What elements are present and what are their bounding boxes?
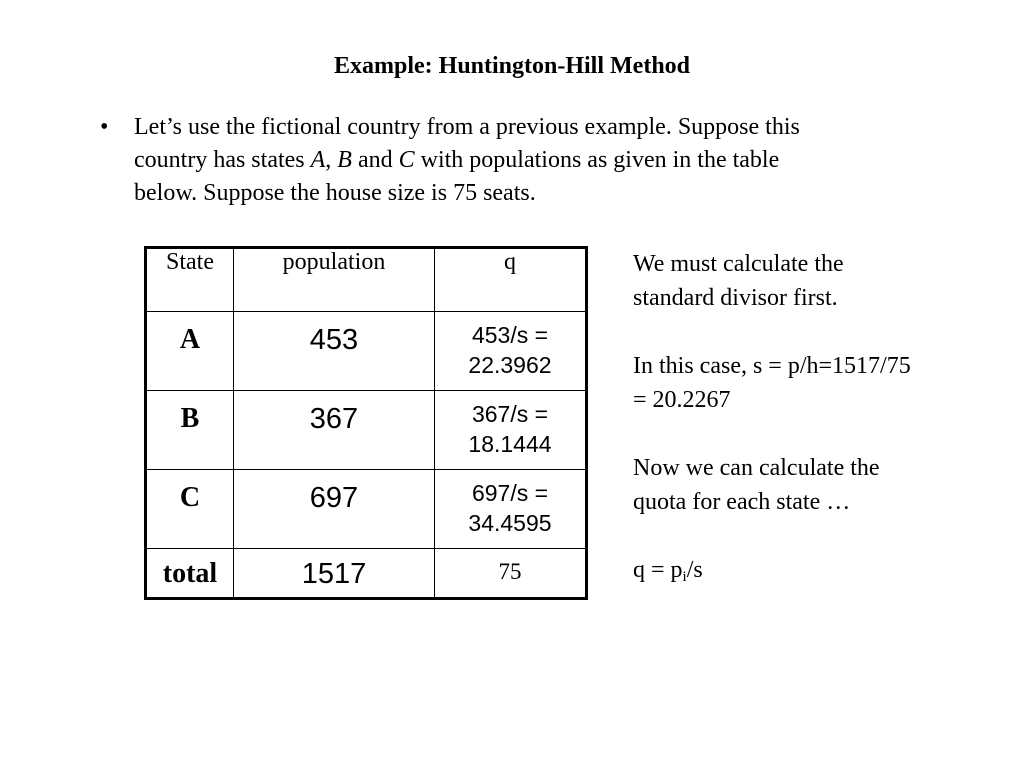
bullet-line-3: below. Suppose the house size is 75 seats. xyxy=(134,180,536,206)
bullet-text xyxy=(134,111,960,210)
slide-title: Example: Huntington-Hill Method xyxy=(333,53,691,79)
state-b-label: B xyxy=(337,147,352,173)
formula-subscript: i xyxy=(682,569,687,585)
quota-cell xyxy=(435,391,587,470)
separator: , xyxy=(325,147,338,173)
note-line: We must calculate the xyxy=(633,251,844,277)
formula-post: /s xyxy=(686,557,703,583)
population-table xyxy=(144,246,588,600)
state-cell: B xyxy=(146,391,234,470)
total-label: total xyxy=(146,549,234,599)
table-header-row xyxy=(146,248,587,312)
population-cell: 453 xyxy=(234,312,435,391)
state-c-label: C xyxy=(398,147,415,173)
table-row xyxy=(146,312,587,391)
header-population: population xyxy=(234,248,435,312)
state-cell: C xyxy=(146,470,234,549)
bullet-paragraph xyxy=(100,111,960,210)
state-cell: A xyxy=(146,312,234,391)
quota-formula xyxy=(633,553,993,587)
note-line: Now we can calculate the xyxy=(633,455,880,481)
and-word: and xyxy=(351,147,399,173)
bullet-line-1: Let’s use the fictional country from a previous example. Suppose this xyxy=(134,114,800,140)
note-line: quota for each state … xyxy=(633,489,851,515)
bullet-line-2-post: with populations as given in the table xyxy=(414,147,780,173)
quota-expression: 367/s = xyxy=(471,401,549,427)
quota-expression: 697/s = xyxy=(471,480,549,506)
header-q: q xyxy=(435,248,587,312)
note-line: standard divisor first. xyxy=(633,285,838,311)
formula-pre: q = p xyxy=(633,557,683,583)
state-a-label: A xyxy=(310,147,326,173)
population-cell: 697 xyxy=(234,470,435,549)
bullet-line-2 xyxy=(134,144,960,177)
note-line: In this case, s = p/h=1517/75 xyxy=(633,353,911,379)
table-row xyxy=(146,470,587,549)
table-row xyxy=(146,391,587,470)
total-population: 1517 xyxy=(234,549,435,599)
total-quota: 75 xyxy=(435,549,587,599)
quota-value: 18.1444 xyxy=(468,431,552,457)
quota-value: 34.4595 xyxy=(468,510,552,536)
population-cell: 367 xyxy=(234,391,435,470)
note-line: = 20.2267 xyxy=(633,387,731,413)
quota-value: 22.3962 xyxy=(468,352,552,378)
bullet-line-2-pre: country has states xyxy=(134,147,311,173)
quota-cell xyxy=(435,470,587,549)
header-state: State xyxy=(146,248,234,312)
side-notes xyxy=(633,247,993,587)
quota-cell xyxy=(435,312,587,391)
bullet-icon: • xyxy=(100,114,109,140)
quota-expression: 453/s = xyxy=(471,322,549,348)
table-total-row xyxy=(146,549,587,599)
